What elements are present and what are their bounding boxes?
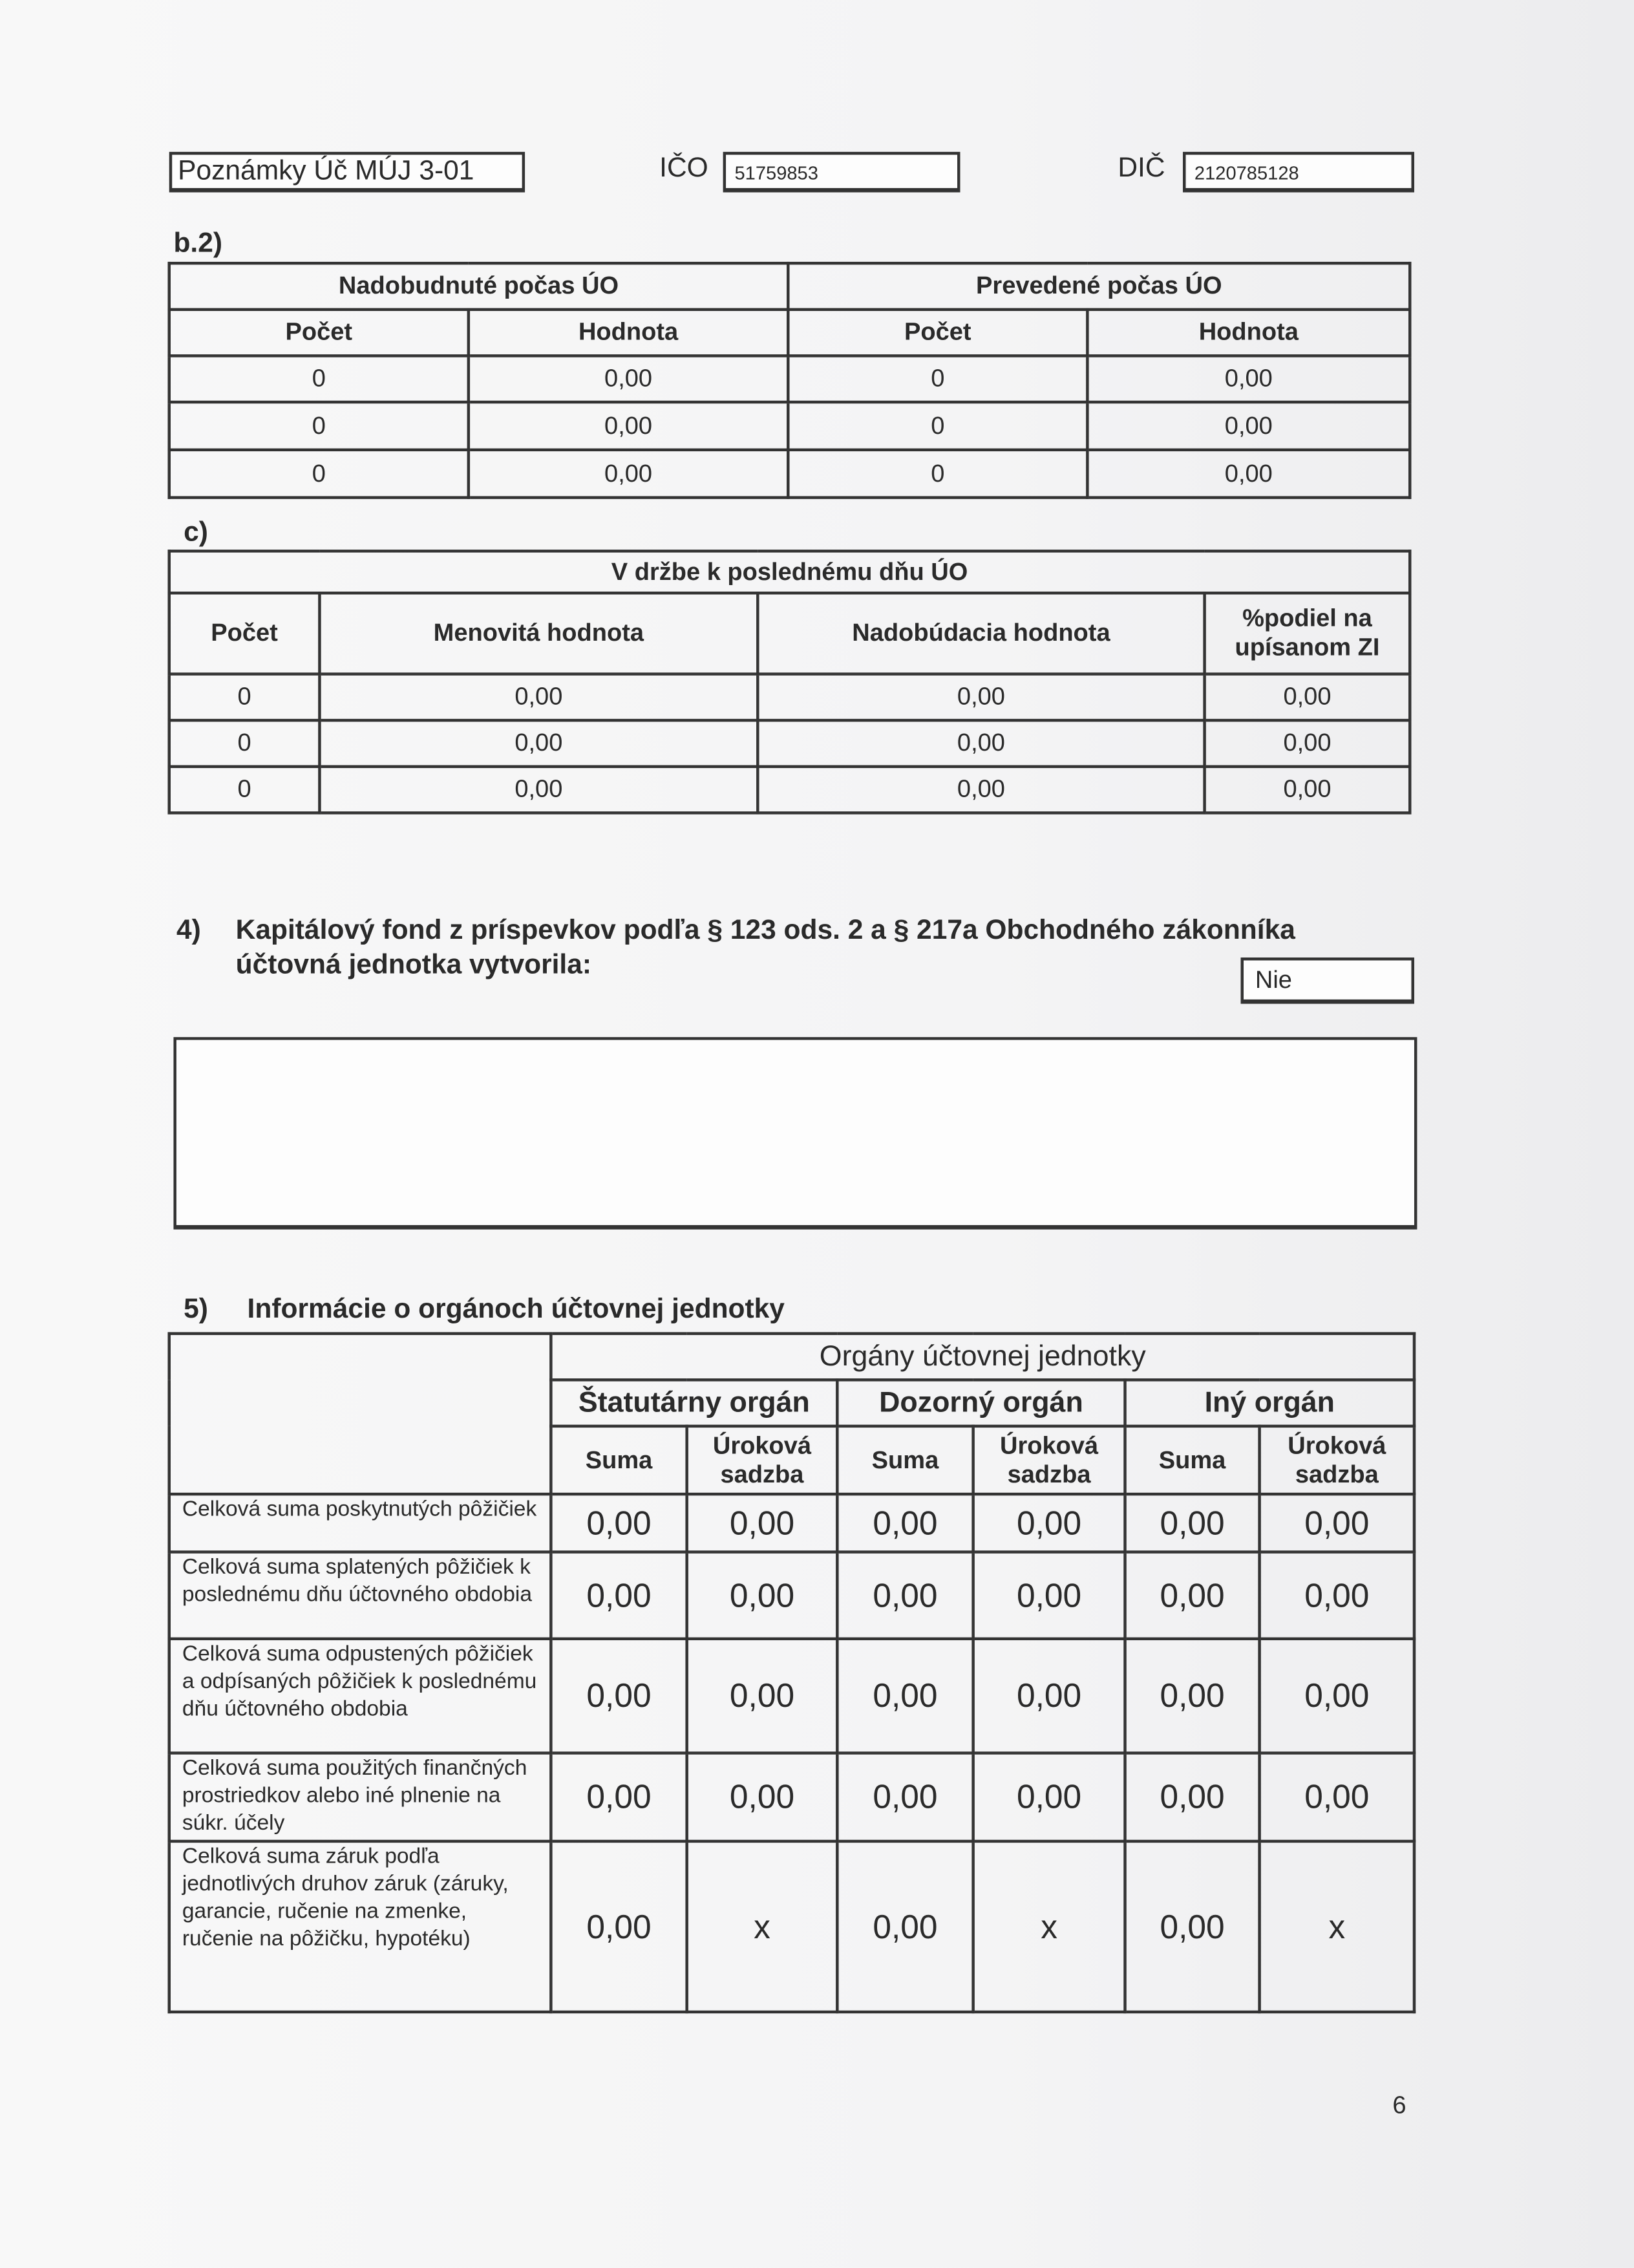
cell: 0,00: [687, 1552, 838, 1639]
capital-fund-answer: [1241, 957, 1414, 1004]
organs-table: [168, 1332, 1416, 2013]
section-5-title: Informácie o orgánoch účtovnej jednotky: [247, 1294, 785, 1325]
cell: 0,00: [1205, 720, 1410, 767]
cell: 0,00: [758, 674, 1204, 721]
cell: 0,00: [837, 1494, 973, 1552]
answer-value: Nie: [1255, 966, 1292, 994]
b2-group-acquired: Nadobudnuté počas ÚO: [169, 263, 789, 310]
cell: 0,00: [1087, 356, 1410, 402]
col-header: %podiel na upísanom ZI: [1205, 593, 1410, 674]
col-header: Počet: [788, 310, 1087, 356]
table-row: [169, 1753, 1414, 1841]
table-row: [169, 1841, 1414, 2012]
section-5-number: 5): [184, 1294, 208, 1325]
section-4-title: Kapitálový fond z príspevkov podľa § 123 ods. 2 a § 217a Obchodného zákonníka: [235, 915, 1295, 947]
cell: 0,00: [687, 1494, 838, 1552]
cell: 0: [169, 402, 469, 450]
cell: 0,00: [469, 356, 788, 402]
dic-field: [1183, 152, 1414, 193]
cell: 0,00: [1205, 767, 1410, 813]
row-label: Celková suma použitých finančných prostriedkov alebo iné plnenie na súkr. účely: [169, 1753, 551, 1841]
cell: 0: [169, 356, 469, 402]
cell: 0,00: [1260, 1639, 1415, 1753]
row-label: Celková suma splatených pôžičiek k poslednému dňu účtovného obdobia: [169, 1552, 551, 1639]
cell: 0,00: [319, 767, 758, 813]
col-header: Hodnota: [1087, 310, 1410, 356]
ico-value: 51759853: [734, 162, 818, 184]
cell: 0,00: [319, 720, 758, 767]
dic-value: 2120785128: [1194, 162, 1299, 184]
cell: 0,00: [837, 1639, 973, 1753]
cell: 0,00: [758, 767, 1204, 813]
col-header: Počet: [169, 310, 469, 356]
organ-header: Dozorný orgán: [837, 1380, 1125, 1426]
organ-header: Štatutárny orgán: [551, 1380, 837, 1426]
b2-table: [168, 262, 1412, 499]
cell: 0,00: [1125, 1639, 1260, 1753]
col-header: Hodnota: [469, 310, 788, 356]
sub-header: Úroková sadzba: [973, 1426, 1125, 1494]
cell: 0,00: [551, 1639, 686, 1753]
sub-header: Suma: [1125, 1426, 1260, 1494]
cell: 0,00: [1260, 1753, 1415, 1841]
table-row: [169, 1552, 1414, 1639]
row-label: Celková suma záruk podľa jednotlivých druhov záruk (záruky, garancie, ručenie na zmenke, ručenie na pôžičku, hypotéku): [169, 1841, 551, 2012]
cell: 0,00: [1205, 674, 1410, 721]
cell: 0,00: [837, 1753, 973, 1841]
sub-header: Úroková sadzba: [1260, 1426, 1415, 1494]
page-number: 6: [1392, 2091, 1406, 2119]
col-header: Menovitá hodnota: [319, 593, 758, 674]
section-c-label: c): [184, 517, 208, 548]
cell: 0,00: [551, 1841, 686, 2012]
cell: 0,00: [1125, 1552, 1260, 1639]
cell: 0: [169, 674, 320, 721]
cell: 0,00: [973, 1639, 1125, 1753]
table-row: [169, 402, 1410, 450]
organs-group-header: Orgány účtovnej jednotky: [551, 1334, 1414, 1380]
dic-label: DIČ: [1118, 153, 1165, 184]
col-header: Počet: [169, 593, 320, 674]
cell: 0,00: [1125, 1841, 1260, 2012]
sub-header: Suma: [551, 1426, 686, 1494]
cell: 0,00: [1087, 402, 1410, 450]
c-group-header: V držbe k poslednému dňu ÚO: [169, 551, 1410, 593]
cell: 0,00: [973, 1494, 1125, 1552]
table-row: [169, 767, 1410, 813]
cell: 0,00: [551, 1753, 686, 1841]
empty-corner: [169, 1334, 551, 1494]
sub-header: Úroková sadzba: [687, 1426, 838, 1494]
cell: 0: [788, 402, 1087, 450]
ico-field: [723, 152, 960, 193]
cell: 0: [788, 450, 1087, 498]
cell: 0,00: [1260, 1552, 1415, 1639]
cell: x: [687, 1841, 838, 2012]
cell: 0,00: [1125, 1753, 1260, 1841]
table-row: [169, 1494, 1414, 1552]
section-4-empty-box: [173, 1037, 1417, 1230]
section-b2-label: b.2): [173, 228, 223, 259]
table-row: [169, 1639, 1414, 1753]
cell: 0: [169, 450, 469, 498]
organ-header: Iný orgán: [1125, 1380, 1415, 1426]
cell: 0,00: [973, 1753, 1125, 1841]
cell: 0,00: [1260, 1494, 1415, 1552]
c-table: [168, 550, 1412, 814]
cell: 0,00: [687, 1753, 838, 1841]
table-row: [169, 356, 1410, 402]
table-row: [169, 674, 1410, 721]
cell: 0: [169, 767, 320, 813]
table-row: [169, 720, 1410, 767]
section-4-number: 4): [176, 915, 201, 947]
form-label: Poznámky Úč MÚJ 3-01: [178, 156, 474, 187]
cell: 0,00: [551, 1494, 686, 1552]
col-header: Nadobúdacia hodnota: [758, 593, 1204, 674]
cell: 0,00: [687, 1639, 838, 1753]
cell: x: [1260, 1841, 1415, 2012]
cell: 0,00: [469, 450, 788, 498]
cell: 0,00: [469, 402, 788, 450]
cell: 0,00: [837, 1552, 973, 1639]
table-row: [169, 450, 1410, 498]
ico-label: IČO: [659, 153, 708, 184]
form-label-box: [169, 152, 525, 193]
row-label: Celková suma odpustených pôžičiek a odpísaných pôžičiek k poslednému dňu účtovného obdobia: [169, 1639, 551, 1753]
cell: x: [973, 1841, 1125, 2012]
row-label: Celková suma poskytnutých pôžičiek: [169, 1494, 551, 1552]
cell: 0: [788, 356, 1087, 402]
cell: 0,00: [973, 1552, 1125, 1639]
cell: 0,00: [1125, 1494, 1260, 1552]
b2-group-transferred: Prevedené počas ÚO: [788, 263, 1410, 310]
cell: 0,00: [1087, 450, 1410, 498]
cell: 0,00: [758, 720, 1204, 767]
section-4-subtitle: účtovná jednotka vytvorila:: [235, 950, 592, 981]
cell: 0: [169, 720, 320, 767]
cell: 0,00: [319, 674, 758, 721]
cell: 0,00: [837, 1841, 973, 2012]
cell: 0,00: [551, 1552, 686, 1639]
sub-header: Suma: [837, 1426, 973, 1494]
